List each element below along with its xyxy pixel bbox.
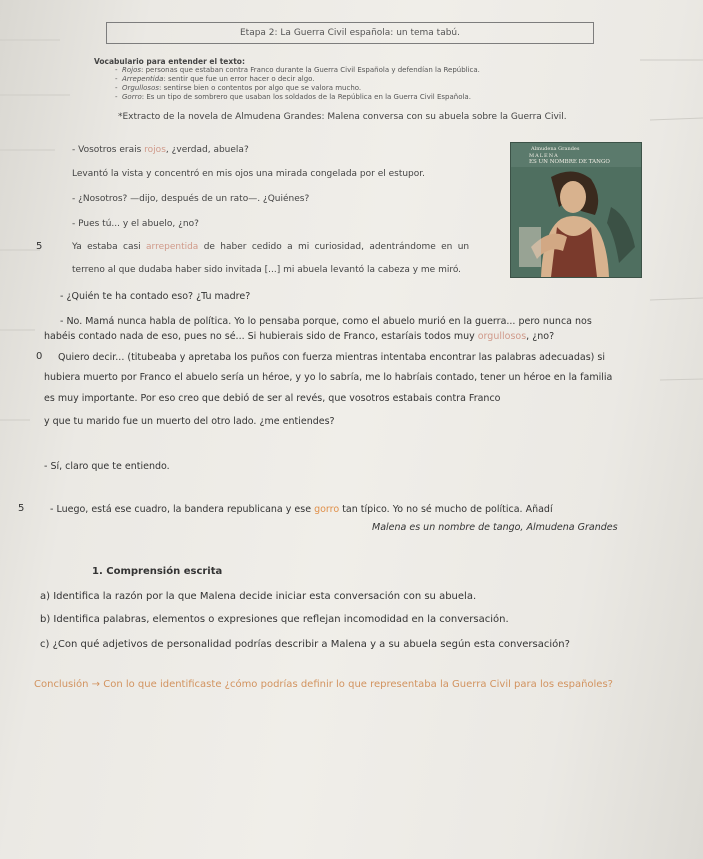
line-number: 5 [18,503,25,514]
narration-line-2: Levantó la vista y concentró en mis ojos una mirada congelada por el estupor. [72,169,426,179]
text-segment: - Luego, está ese cuadro, la bandera republicana y ese [50,504,315,515]
text-segment: de haber cedido a mi curiosidad, adentrándome en un [198,242,470,252]
text-segment: , ¿verdad, abuela? [165,145,249,155]
book-subtitle: ES UN NOMBRE DE TANGO [529,159,610,165]
text-segment: Ya estaba casi [72,242,147,252]
excerpt-intro: *Extracto de la novela de Almudena Grandes: Malena conversa con su abuela sobre la Guerra Civil. [118,112,567,122]
comprehension-heading: 1. Comprensión escrita [92,566,223,577]
question-c: c) ¿Con qué adjetivos de personalidad podrías describir a Malena y a su abuela según esta conversación? [40,639,570,650]
vocab-highlight-arrepentida: arrepentida [146,242,199,252]
dialogue-line-11: hubiera muerto por Franco el abuelo sería un héroe, y yo lo sabría, me lo habríais contado, tener un héroe en la familia [44,372,613,383]
text-segment: tan típico. Yo no sé mucho de política. Añadí [339,504,553,515]
conclusion-prompt: Conclusión → Con lo que identificaste ¿cómo podrías definir lo que representaba la Guerra Civil para los españoles? [34,679,613,690]
dialogue-line-14: - Sí, claro que te entiendo. [44,461,170,472]
dialogue-line-15 [50,504,553,515]
dialogue-line-3: - ¿Nosotros? —dijo, después de un rato—. ¿Quiénes? [72,194,310,204]
vocab-definition: : Es un tipo de sombrero que usaban los soldados de la República en la Guerra Civil Española. [141,93,471,101]
vocab-term: Arrepentida [121,75,164,83]
vocab-highlight-rojos: rojos [144,145,166,155]
dialogue-line-8: - No. Mamá nunca habla de política. Yo lo pensaba porque, como el abuelo murió en la guerra... pero nunca nos [60,316,592,327]
text-segment: habéis contado nada de eso, pues no sé... Si hubierais sido de Franco, estaríais todos muy [44,331,478,342]
narration-line-6: terreno al que dudaba haber sido invitada [...] mi abuela levantó la cabeza y me miró. [72,265,462,275]
book-cover-illustration [511,167,641,277]
vocab-definition: : sentirse bien o contentos por algo que se valora mucho. [159,84,362,92]
vocab-definition: : sentir que fue un error hacer o decir algo. [163,75,315,83]
line-number: 0 [36,351,43,362]
narration-line-5 [72,242,469,252]
vocab-item-orgullosos: - Orgullosos: sentirse bien o contentos por algo que se valora mucho. [115,84,362,92]
book-title: MALENA [529,153,559,159]
vocab-definition: : personas que estaban contra Franco durante la Guerra Civil Española y defendían la República. [141,66,480,74]
dialogue-line-1 [72,145,249,155]
vocab-term: Gorro [121,93,142,101]
dialogue-line-10: Quiero decir... (titubeaba y apretaba los puños con fuerza mientras intentaba encontrar las palabras adecuadas) si [58,352,605,363]
dialogue-line-4: - Pues tú... y el abuelo, ¿no? [72,219,199,229]
page-title: Etapa 2: La Guerra Civil española: un tema tabú. [106,22,594,44]
dialogue-line-13: y que tu marido fue un muerto del otro lado. ¿me entiendes? [44,416,335,427]
question-a: a) Identifica la razón por la que Malena decide iniciar esta conversación con su abuela. [40,591,477,602]
vocabulary-heading: Vocabulario para entender el texto: [94,57,245,66]
vocab-highlight-orgullosos: orgullosos [477,331,527,342]
text-segment: , ¿no? [526,331,555,342]
vocab-term: Rojos [121,66,142,74]
vocab-item-rojos: - Rojos: personas que estaban contra Franco durante la Guerra Civil Española y defendían la República. [115,66,480,74]
vocab-highlight-gorro: gorro [314,504,340,515]
vocab-term: Orgullosos [121,84,160,92]
dialogue-line-9 [44,331,554,342]
question-b: b) Identifica palabras, elementos o expresiones que reflejan incomodidad en la conversación. [40,614,509,625]
vocab-item-arrepentida: - Arrepentida: sentir que fue un error hacer o decir algo. [115,75,315,83]
text-segment: - Vosotros erais [72,145,145,155]
line-number: 5 [36,241,43,252]
dialogue-line-7: - ¿Quién te ha contado eso? ¿Tu madre? [60,291,251,302]
book-cover-image [510,142,642,278]
dialogue-line-12: es muy importante. Por eso creo que debió de ser al revés, que vosotros estabais contra Franco [44,393,501,404]
book-author: Almudena Grandes [531,146,580,152]
vocab-item-gorro: - Gorro: Es un tipo de sombrero que usaban los soldados de la República en la Guerra Civil Española. [115,93,471,101]
source-citation: Malena es un nombre de tango, Almudena Grandes [372,522,618,533]
